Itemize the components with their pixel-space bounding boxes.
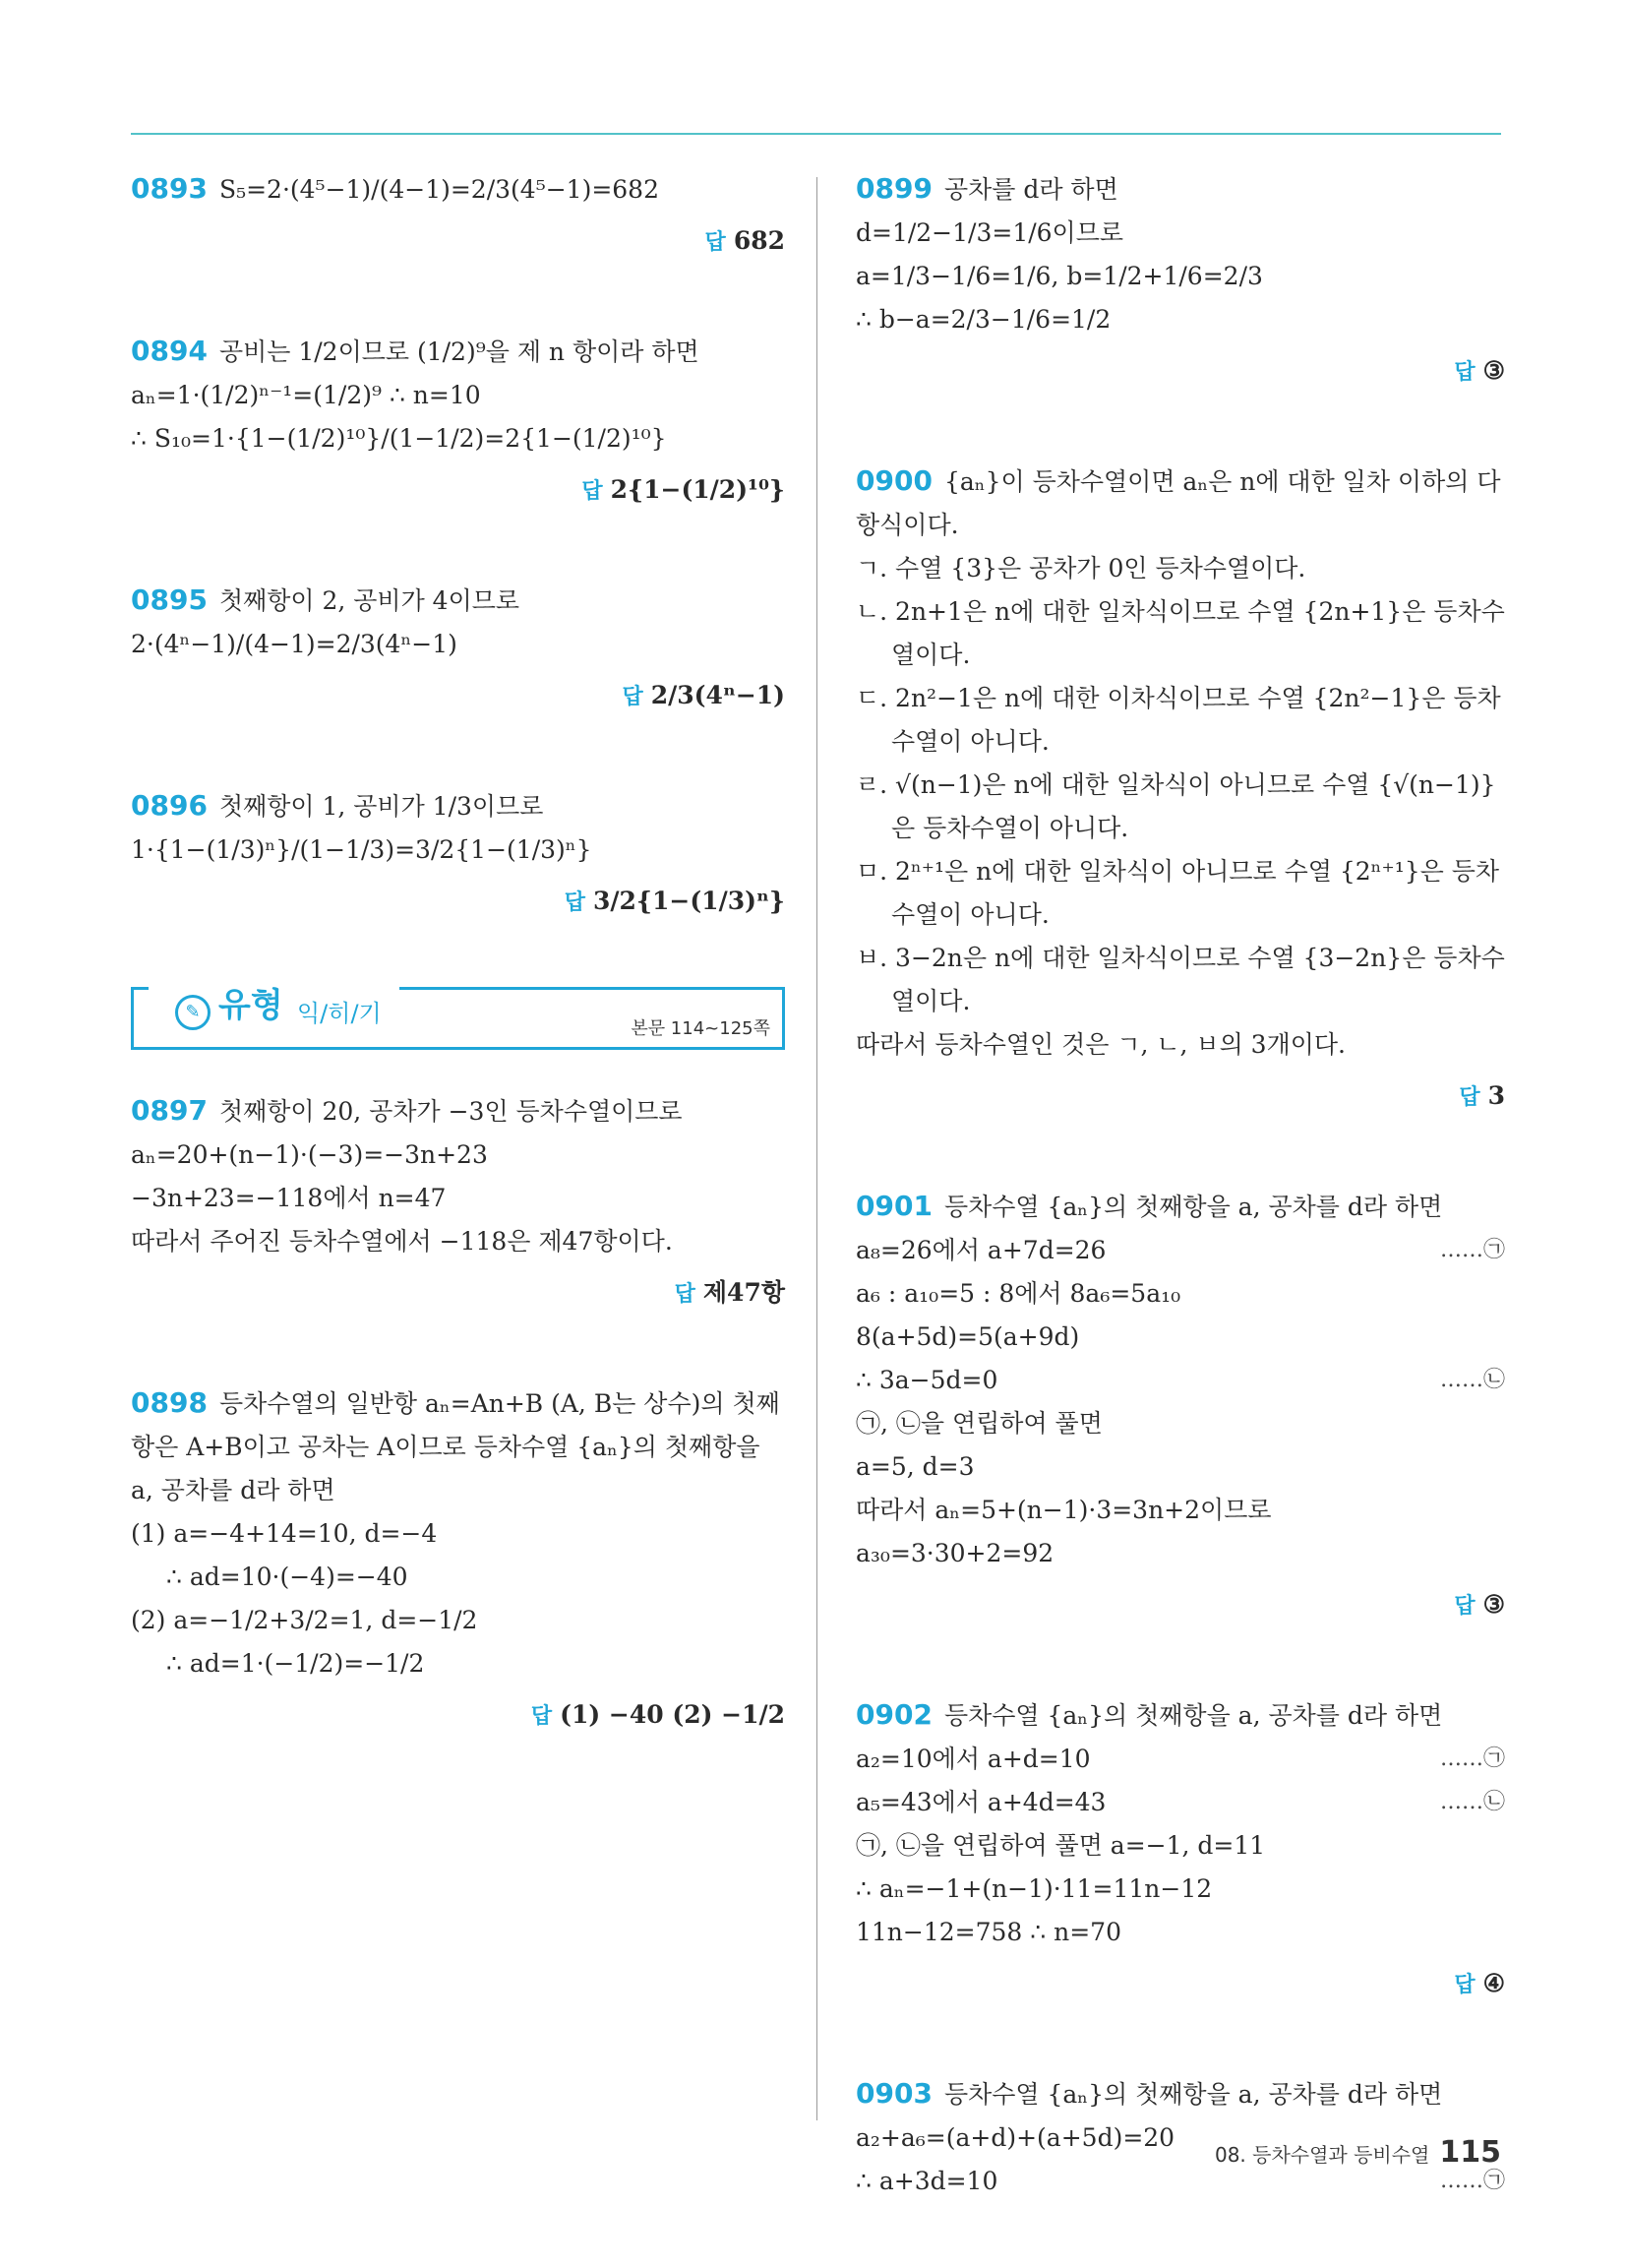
answer-tag: 답 [1454,1973,1476,1997]
answer [131,674,785,719]
answer [856,349,1505,395]
answer-value: 3/2{1−(1/3)ⁿ} [593,887,785,915]
answer [856,1962,1505,2007]
answer-tag: 답 [564,890,586,915]
solution-line: 1·{1−(1/3)ⁿ}/(1−1/3)=3/2{1−(1/3)ⁿ} [131,835,592,864]
answer [131,468,785,514]
equation-mark: ……㉠ [1439,1238,1505,1262]
solution-line: ∴ ad=1·(−1/2)=−1/2 [166,1649,425,1678]
solution-line: a₂+a₆=(a+d)+(a+5d)=20 [856,2123,1175,2152]
answer-tag: 답 [622,685,643,709]
solution-line: ∴ a+3d=10 [856,2167,998,2195]
equation-mark: ……㉡ [1439,1790,1505,1814]
solution-line: ∴ ad=10·(−4)=−40 [166,1563,408,1591]
solution-line: ㅁ. 2ⁿ⁺¹은 n에 대한 일차식이 아니므로 수열 {2ⁿ⁺¹}은 등차수열이 아니다. [856,857,1500,929]
solution-line: S₅=2·(4⁵−1)/(4−1)=2/3(4⁵−1)=682 [218,175,659,204]
problem-0899 [856,167,1505,395]
solution-line: 첫째항이 1, 공비가 1/3이므로 [218,792,544,821]
answer-value: 제47항 [702,1278,785,1307]
solution-line: 공비는 1/2이므로 (1/2)⁹을 제 n 항이라 하면 [218,337,699,366]
problem-number: 0903 [856,2077,933,2110]
solution-line: a₃₀=3·30+2=92 [856,1539,1055,1567]
problem-0893 [131,167,785,265]
solution-line: a₅=43에서 a+4d=43 [856,1788,1107,1816]
pencil-note-icon: ✎ [175,995,211,1030]
solution-line: ∴ aₙ=−1+(n−1)·11=11n−12 [856,1874,1213,1903]
solution-line: 따라서 등차수열인 것은 ㄱ, ㄴ, ㅂ의 3개이다. [856,1030,1346,1059]
problem-0902 [856,1693,1505,2007]
solution-line: ㉠, ㉡을 연립하여 풀면 a=−1, d=11 [856,1831,1266,1860]
answer-tag: 답 [674,1282,695,1307]
answer-value: ③ [1482,356,1505,385]
answer-value: 682 [733,226,785,255]
solution-line: ∴ S₁₀=1·{1−(1/2)¹⁰}/(1−1/2)=2{1−(1/2)¹⁰} [131,424,667,453]
problem-number: 0897 [131,1094,208,1127]
answer-value: 2{1−(1/2)¹⁰} [610,475,785,504]
section-subtitle: 익/히/기 [297,1000,382,1027]
section-header [131,986,785,1050]
solution-line: (1) a=−4+14=10, d=−4 [131,1519,438,1548]
problem-0898 [131,1381,785,1739]
solution-line: d=1/2−1/3=1/6이므로 [856,218,1123,247]
solution-line: 첫째항이 20, 공차가 −3인 등차수열이므로 [218,1097,683,1126]
answer-value: 3 [1487,1081,1505,1110]
answer-tag: 답 [704,230,726,255]
answer-tag: 답 [1454,1594,1476,1619]
problem-number: 0894 [131,335,208,367]
answer-value: 2/3(4ⁿ−1) [650,681,785,709]
left-column [131,167,785,1804]
equation-mark: ……㉡ [1439,1368,1505,1392]
answer-value: ④ [1482,1969,1505,1997]
problem-number: 0895 [131,583,208,616]
answer [856,1583,1505,1628]
solution-line: 등차수열 {aₙ}의 첫째항을 a, 공차를 d라 하면 [943,1193,1443,1221]
solution-line: a₈=26에서 a+7d=26 [856,1236,1107,1264]
solution-line: a₂=10에서 a+d=10 [856,1745,1091,1773]
solution-line: 등차수열의 일반항 aₙ=An+B (A, B는 상수)의 첫째항은 A+B이고 공차는 A이므로 등차수열 {aₙ}의 첫째항을 a, 공차를 d라 하면 [131,1389,780,1504]
solution-line: ㄹ. √(n−1)은 n에 대한 일차식이 아니므로 수열 {√(n−1)}은 등차수열이 아니다. [856,770,1496,842]
solution-line: ㄷ. 2n²−1은 n에 대한 이차식이므로 수열 {2n²−1}은 등차수열이 아니다. [856,684,1501,756]
answer-tag: 답 [1459,1085,1480,1110]
top-rule [131,133,1501,135]
problem-number: 0902 [856,1698,933,1731]
solution-line: ㅂ. 3−2n은 n에 대한 일차식이므로 수열 {3−2n}은 등차수열이다. [856,944,1505,1015]
problem-number: 0899 [856,172,933,205]
answer-value: ③ [1482,1590,1505,1619]
solution-line: ∴ 3a−5d=0 [856,1366,998,1394]
solution-line: ∴ b−a=2/3−1/6=1/2 [856,305,1112,334]
solution-line: ㄱ. 수열 {3}은 공차가 0인 등차수열이다. [856,554,1306,582]
solution-line: 8(a+5d)=5(a+9d) [856,1322,1080,1351]
answer [856,1074,1505,1120]
solution-line: aₙ=20+(n−1)·(−3)=−3n+23 [131,1140,488,1169]
solution-line: 11n−12=758 ∴ n=70 [856,1918,1121,1946]
problem-number: 0898 [131,1386,208,1419]
solution-line: ㉠, ㉡을 연립하여 풀면 [856,1409,1103,1438]
problem-number: 0896 [131,789,208,822]
solution-line: a₆ : a₁₀=5 : 8에서 8a₆=5a₁₀ [856,1279,1181,1308]
solution-line: (2) a=−1/2+3/2=1, d=−1/2 [131,1606,478,1634]
problem-0897 [131,1089,785,1317]
answer [131,219,785,265]
solution-line: 등차수열 {aₙ}의 첫째항을 a, 공차를 d라 하면 [943,1701,1443,1730]
solution-line: a=1/3−1/6=1/6, b=1/2+1/6=2/3 [856,262,1263,290]
problem-0894 [131,330,785,514]
solution-line: 따라서 주어진 등차수열에서 −118은 제47항이다. [131,1227,673,1256]
equation-mark: ……㉠ [1439,2169,1505,2193]
solution-line: aₙ=1·(1/2)ⁿ⁻¹=(1/2)⁹ ∴ n=10 [131,381,481,409]
problem-0896 [131,784,785,925]
solution-line: a=5, d=3 [856,1452,975,1481]
problem-0895 [131,579,785,719]
section-border [399,987,785,990]
problem-number: 0901 [856,1190,933,1222]
answer-tag: 답 [1454,360,1476,385]
problem-0901 [856,1185,1505,1628]
solution-line: −3n+23=−118에서 n=47 [131,1184,447,1212]
solution-line: 2·(4ⁿ−1)/(4−1)=2/3(4ⁿ−1) [131,630,457,658]
page-number: 115 [1439,2135,1501,2170]
answer [131,1693,785,1739]
section-title: 유형 [218,986,283,1025]
solution-line: ㄴ. 2n+1은 n에 대한 일차식이므로 수열 {2n+1}은 등차수열이다. [856,597,1505,669]
answer-tag: 답 [581,479,603,504]
answer [131,880,785,925]
right-column [856,167,1505,2268]
problem-number: 0893 [131,172,208,205]
solution-line: 공차를 d라 하면 [943,175,1118,204]
problem-0900 [856,460,1505,1120]
chapter-title: 08. 등차수열과 등비수열 [1214,2143,1430,2167]
section-reference: 본문 114~125쪽 [631,1018,770,1039]
solution-line: 첫째항이 2, 공비가 4이므로 [218,586,520,615]
section-border [131,987,149,990]
problem-number: 0900 [856,464,933,497]
solution-line: 따라서 aₙ=5+(n−1)·3=3n+2이므로 [856,1496,1272,1524]
answer-tag: 답 [530,1704,553,1729]
solution-line: {aₙ}이 등차수열이면 aₙ은 n에 대한 일차 이하의 다항식이다. [856,467,1501,539]
solution-line: 등차수열 {aₙ}의 첫째항을 a, 공차를 d라 하면 [943,2080,1443,2109]
answer [131,1271,785,1317]
equation-mark: ……㉠ [1439,1747,1505,1771]
answer-value: (1) −40 (2) −1/2 [560,1700,785,1729]
column-divider [816,177,817,2120]
page-footer [1215,2135,1501,2170]
